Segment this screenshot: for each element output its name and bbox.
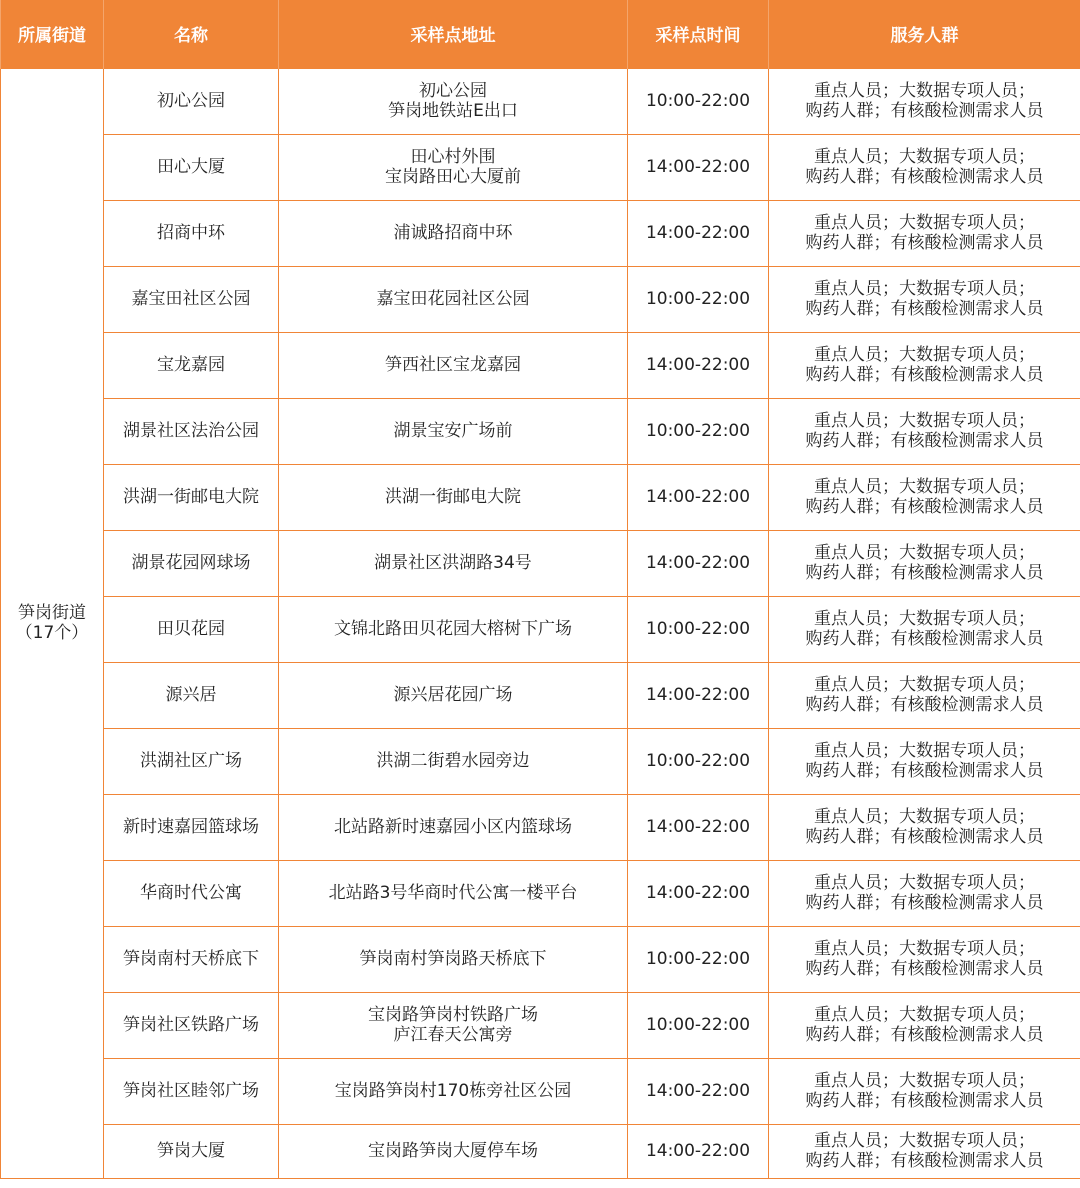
address-line: 宝岗路笋岗村铁路广场 [368,1005,538,1025]
service-group-line: 重点人员；大数据专项人员； [814,939,1035,959]
header-group: 服务人群 [769,0,1080,68]
site-name-cell: 洪湖社区广场 [104,728,279,794]
service-group-cell [769,662,1080,728]
service-group-line: 购药人群；有核酸检测需求人员 [805,299,1044,319]
service-group-line: 购药人群；有核酸检测需求人员 [805,761,1044,781]
site-address-cell [279,530,628,596]
service-group-line: 购药人群；有核酸检测需求人员 [805,1151,1044,1171]
header-address: 采样点地址 [279,0,628,68]
service-group-line: 重点人员；大数据专项人员； [814,147,1035,167]
site-address-cell [279,200,628,266]
table-row [1,530,1080,596]
address-line: 北站路新时速嘉园小区内篮球场 [334,817,572,837]
site-name-cell: 华商时代公寓 [104,860,279,926]
service-group-line: 购药人群；有核酸检测需求人员 [805,893,1044,913]
address-line: 田心村外围 [410,147,496,167]
site-time-cell: 14:00-22:00 [628,134,769,200]
site-name-cell: 湖景花园网球场 [104,530,279,596]
table-row [1,992,1080,1058]
header-street: 所属街道 [1,0,104,68]
site-time-cell: 10:00-22:00 [628,398,769,464]
service-group-cell [769,596,1080,662]
service-group-cell [769,530,1080,596]
service-group-line: 重点人员；大数据专项人员； [814,279,1035,299]
site-time-cell: 14:00-22:00 [628,860,769,926]
table-row [1,728,1080,794]
service-group-line: 重点人员；大数据专项人员； [814,1131,1035,1151]
site-address-cell [279,134,628,200]
street-cell [1,68,104,1178]
service-group-line: 购药人群；有核酸检测需求人员 [805,563,1044,583]
site-time-cell: 14:00-22:00 [628,200,769,266]
service-group-line: 购药人群；有核酸检测需求人员 [805,497,1044,517]
site-name-cell: 洪湖一街邮电大院 [104,464,279,530]
site-address-cell [279,1058,628,1124]
address-line: 文锦北路田贝花园大榕树下广场 [334,619,572,639]
site-address-cell [279,332,628,398]
service-group-line: 重点人员；大数据专项人员； [814,345,1035,365]
site-address-cell [279,662,628,728]
site-address-cell [279,596,628,662]
site-time-cell: 10:00-22:00 [628,728,769,794]
site-name-cell: 源兴居 [104,662,279,728]
site-name-cell: 笋岗南村天桥底下 [104,926,279,992]
table-row [1,200,1080,266]
site-name-cell: 笋岗社区睦邻广场 [104,1058,279,1124]
table-body [1,68,1080,1178]
address-line: 洪湖一街邮电大院 [385,487,521,507]
table-row [1,398,1080,464]
address-line: 洪湖二街碧水园旁边 [376,751,530,771]
site-address-cell [279,464,628,530]
service-group-cell [769,266,1080,332]
service-group-line: 重点人员；大数据专项人员； [814,213,1035,233]
site-name-cell: 田心大厦 [104,134,279,200]
service-group-cell [769,68,1080,134]
service-group-cell [769,134,1080,200]
address-line: 初心公园 [419,81,487,101]
street-count: （17个） [15,623,89,643]
table-row [1,662,1080,728]
service-group-line: 购药人群；有核酸检测需求人员 [805,1025,1044,1045]
service-group-line: 重点人员；大数据专项人员； [814,1005,1035,1025]
site-address-cell [279,794,628,860]
service-group-cell [769,464,1080,530]
service-group-line: 购药人群；有核酸检测需求人员 [805,233,1044,253]
site-address-cell [279,992,628,1058]
service-group-line: 重点人员；大数据专项人员； [814,609,1035,629]
site-time-cell: 14:00-22:00 [628,530,769,596]
table-row [1,1124,1080,1178]
site-time-cell: 14:00-22:00 [628,1124,769,1178]
service-group-line: 重点人员；大数据专项人员； [814,675,1035,695]
site-time-cell: 10:00-22:00 [628,266,769,332]
table-row [1,596,1080,662]
address-line: 北站路3号华商时代公寓一楼平台 [328,883,578,903]
site-address-cell [279,68,628,134]
site-time-cell: 10:00-22:00 [628,926,769,992]
table-header [1,0,1080,68]
service-group-cell [769,860,1080,926]
address-line: 笋西社区宝龙嘉园 [385,355,521,375]
table-row [1,794,1080,860]
service-group-line: 购药人群；有核酸检测需求人员 [805,1091,1044,1111]
site-address-cell [279,728,628,794]
site-time-cell: 10:00-22:00 [628,68,769,134]
site-name-cell: 初心公园 [104,68,279,134]
table-row [1,134,1080,200]
site-address-cell [279,926,628,992]
table-row [1,926,1080,992]
service-group-cell [769,398,1080,464]
service-group-line: 重点人员；大数据专项人员； [814,741,1035,761]
service-group-line: 购药人群；有核酸检测需求人员 [805,827,1044,847]
service-group-cell [769,332,1080,398]
service-group-line: 重点人员；大数据专项人员； [814,543,1035,563]
site-address-cell [279,860,628,926]
address-line: 庐江春天公寓旁 [393,1025,513,1045]
table-row [1,860,1080,926]
service-group-line: 购药人群；有核酸检测需求人员 [805,167,1044,187]
service-group-cell [769,794,1080,860]
table-row [1,266,1080,332]
site-name-cell: 湖景社区法治公园 [104,398,279,464]
service-group-line: 购药人群；有核酸检测需求人员 [805,629,1044,649]
site-name-cell: 嘉宝田社区公园 [104,266,279,332]
service-group-cell [769,200,1080,266]
address-line: 源兴居花园广场 [393,685,513,705]
service-group-cell [769,926,1080,992]
header-time: 采样点时间 [628,0,769,68]
site-name-cell: 新时速嘉园篮球场 [104,794,279,860]
address-line: 浦诚路招商中环 [393,223,513,243]
service-group-line: 购药人群；有核酸检测需求人员 [805,959,1044,979]
service-group-line: 购药人群；有核酸检测需求人员 [805,365,1044,385]
site-time-cell: 14:00-22:00 [628,662,769,728]
address-line: 湖景社区洪湖路34号 [374,553,532,573]
table-row [1,68,1080,134]
site-time-cell: 14:00-22:00 [628,794,769,860]
address-line: 嘉宝田花园社区公园 [376,289,530,309]
address-line: 宝岗路笋岗村170栋旁社区公园 [334,1081,572,1101]
site-time-cell: 14:00-22:00 [628,1058,769,1124]
service-group-cell [769,992,1080,1058]
site-address-cell [279,266,628,332]
table-row [1,1058,1080,1124]
address-line: 宝岗路田心大厦前 [385,167,521,187]
service-group-line: 重点人员；大数据专项人员； [814,477,1035,497]
service-group-line: 购药人群；有核酸检测需求人员 [805,101,1044,121]
site-address-cell [279,1124,628,1178]
service-group-line: 重点人员；大数据专项人员； [814,1071,1035,1091]
site-name-cell: 笋岗大厦 [104,1124,279,1178]
service-group-line: 购药人群；有核酸检测需求人员 [805,431,1044,451]
service-group-line: 重点人员；大数据专项人员； [814,81,1035,101]
table-row [1,464,1080,530]
address-line: 笋岗地铁站E出口 [388,101,518,121]
street-name: 笋岗街道 [18,603,86,623]
site-name-cell: 招商中环 [104,200,279,266]
service-group-line: 购药人群；有核酸检测需求人员 [805,695,1044,715]
service-group-cell [769,728,1080,794]
address-line: 笋岗南村笋岗路天桥底下 [359,949,547,969]
address-line: 湖景宝安广场前 [393,421,513,441]
site-name-cell: 笋岗社区铁路广场 [104,992,279,1058]
service-group-line: 重点人员；大数据专项人员； [814,807,1035,827]
service-group-cell [769,1124,1080,1178]
header-row [1,0,1080,68]
site-time-cell: 14:00-22:00 [628,464,769,530]
header-name: 名称 [104,0,279,68]
site-address-cell [279,398,628,464]
service-group-cell [769,1058,1080,1124]
service-group-line: 重点人员；大数据专项人员； [814,873,1035,893]
site-time-cell: 10:00-22:00 [628,992,769,1058]
site-name-cell: 宝龙嘉园 [104,332,279,398]
site-time-cell: 10:00-22:00 [628,596,769,662]
table-row [1,332,1080,398]
address-line: 宝岗路笋岗大厦停车场 [368,1141,538,1161]
service-group-line: 重点人员；大数据专项人员； [814,411,1035,431]
site-time-cell: 14:00-22:00 [628,332,769,398]
site-name-cell: 田贝花园 [104,596,279,662]
